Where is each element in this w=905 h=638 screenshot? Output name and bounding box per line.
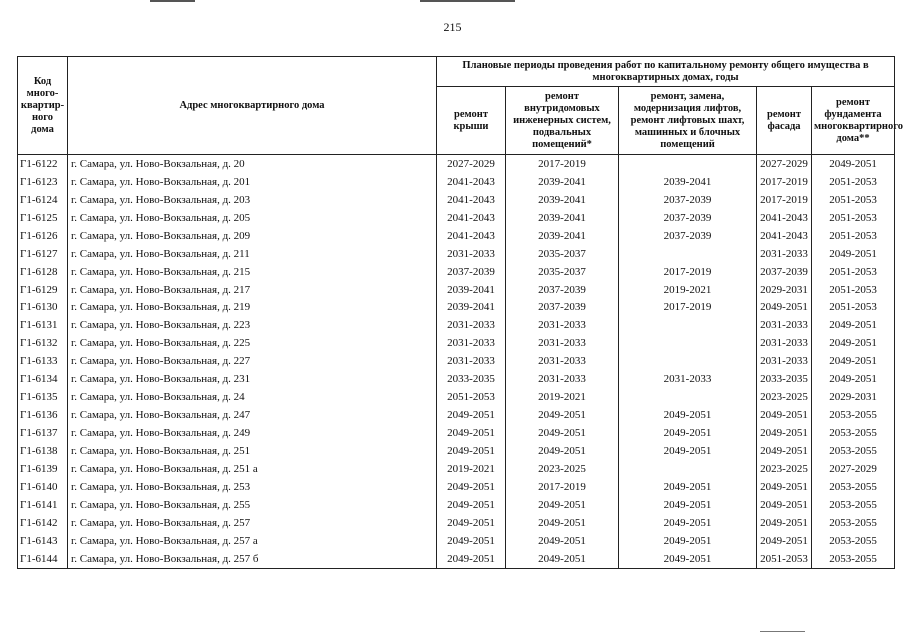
cell-systems: 2017-2019: [506, 478, 619, 496]
cell-address: г. Самара, ул. Ново-Вокзальная, д. 255: [68, 496, 437, 514]
cell-elevators: [619, 352, 757, 370]
cell-roof: 2037-2039: [437, 263, 506, 281]
cell-systems: 2049-2051: [506, 532, 619, 550]
cell-foundation: 2049-2051: [812, 352, 895, 370]
cell-facade: 2017-2019: [757, 173, 812, 191]
table-row: [18, 334, 895, 352]
cell-elevators: 2017-2019: [619, 263, 757, 281]
cell-code: Г1-6141: [18, 496, 68, 514]
cell-facade: 2029-2031: [757, 281, 812, 299]
cell-address: г. Самара, ул. Ново-Вокзальная, д. 209: [68, 227, 437, 245]
cell-foundation: 2053-2055: [812, 496, 895, 514]
table-row: [18, 550, 895, 568]
cell-elevators: 2049-2051: [619, 424, 757, 442]
cell-foundation: 2051-2053: [812, 173, 895, 191]
cell-code: Г1-6126: [18, 227, 68, 245]
cell-facade: 2049-2051: [757, 299, 812, 317]
cell-address: г. Самара, ул. Ново-Вокзальная, д. 24: [68, 388, 437, 406]
header-elevators: ремонт, замена, модернизация лифтов, ремонт лифтовых шахт, машинных и блочных помещений: [619, 87, 757, 155]
table-row: [18, 155, 895, 173]
cell-systems: 2037-2039: [506, 281, 619, 299]
cell-address: г. Самара, ул. Ново-Вокзальная, д. 251 а: [68, 460, 437, 478]
table-row: [18, 245, 895, 263]
cell-foundation: 2053-2055: [812, 478, 895, 496]
cell-systems: 2039-2041: [506, 209, 619, 227]
cell-code: Г1-6127: [18, 245, 68, 263]
header-foundation: ремонт фундамента многоквартирного дома**: [812, 87, 895, 155]
table-row: [18, 514, 895, 532]
cell-roof: 2049-2051: [437, 514, 506, 532]
cell-address: г. Самара, ул. Ново-Вокзальная, д. 257: [68, 514, 437, 532]
header-roof: ремонт крыши: [437, 87, 506, 155]
table-row: [18, 370, 895, 388]
header-systems: ремонт внутридомовых инженерных систем, подвальных помещений*: [506, 87, 619, 155]
table-row: [18, 191, 895, 209]
cell-foundation: 2051-2053: [812, 299, 895, 317]
cell-elevators: 2049-2051: [619, 550, 757, 568]
cell-roof: 2019-2021: [437, 460, 506, 478]
schedule-body: [18, 155, 895, 569]
table-row: [18, 442, 895, 460]
cell-elevators: [619, 155, 757, 173]
cell-elevators: [619, 245, 757, 263]
cell-foundation: 2049-2051: [812, 155, 895, 173]
cell-roof: 2041-2043: [437, 191, 506, 209]
cell-systems: 2039-2041: [506, 191, 619, 209]
cell-elevators: 2049-2051: [619, 532, 757, 550]
cell-foundation: 2027-2029: [812, 460, 895, 478]
cell-roof: 2049-2051: [437, 442, 506, 460]
cell-address: г. Самара, ул. Ново-Вокзальная, д. 249: [68, 424, 437, 442]
cell-code: Г1-6124: [18, 191, 68, 209]
cell-elevators: 2037-2039: [619, 209, 757, 227]
cell-systems: 2039-2041: [506, 227, 619, 245]
table-row: [18, 388, 895, 406]
cell-roof: 2041-2043: [437, 209, 506, 227]
cell-facade: 2031-2033: [757, 245, 812, 263]
cell-address: г. Самара, ул. Ново-Вокзальная, д. 219: [68, 299, 437, 317]
cell-code: Г1-6140: [18, 478, 68, 496]
cell-elevators: 2031-2033: [619, 370, 757, 388]
capital-repair-schedule-table: [17, 56, 903, 569]
cell-code: Г1-6130: [18, 299, 68, 317]
cell-foundation: 2049-2051: [812, 370, 895, 388]
cell-elevators: [619, 388, 757, 406]
cell-address: г. Самара, ул. Ново-Вокзальная, д. 253: [68, 478, 437, 496]
cell-foundation: 2053-2055: [812, 532, 895, 550]
header-address: Адрес многоквартирного дома: [68, 57, 437, 155]
cell-systems: 2031-2033: [506, 370, 619, 388]
header-code: Код много-квартир-ного дома: [18, 57, 68, 155]
cell-systems: 2017-2019: [506, 155, 619, 173]
cell-code: Г1-6143: [18, 532, 68, 550]
cell-roof: 2049-2051: [437, 496, 506, 514]
table-row: [18, 460, 895, 478]
cell-address: г. Самара, ул. Ново-Вокзальная, д. 203: [68, 191, 437, 209]
cell-facade: 2049-2051: [757, 514, 812, 532]
cell-foundation: 2049-2051: [812, 245, 895, 263]
cell-roof: 2041-2043: [437, 173, 506, 191]
cell-code: Г1-6137: [18, 424, 68, 442]
cell-roof: 2049-2051: [437, 406, 506, 424]
cell-foundation: 2051-2053: [812, 263, 895, 281]
cell-address: г. Самара, ул. Ново-Вокзальная, д. 211: [68, 245, 437, 263]
cell-code: Г1-6132: [18, 334, 68, 352]
cell-facade: 2049-2051: [757, 478, 812, 496]
cell-foundation: 2053-2055: [812, 514, 895, 532]
cell-facade: 2031-2033: [757, 334, 812, 352]
cell-systems: 2049-2051: [506, 424, 619, 442]
cell-facade: 2017-2019: [757, 191, 812, 209]
cell-foundation: 2053-2055: [812, 550, 895, 568]
cell-code: Г1-6123: [18, 173, 68, 191]
cell-facade: 2041-2043: [757, 209, 812, 227]
cell-address: г. Самара, ул. Ново-Вокзальная, д. 257 а: [68, 532, 437, 550]
table-row: [18, 173, 895, 191]
cell-systems: 2049-2051: [506, 514, 619, 532]
cell-code: Г1-6144: [18, 550, 68, 568]
cell-elevators: 2037-2039: [619, 191, 757, 209]
cell-code: Г1-6131: [18, 316, 68, 334]
cell-systems: 2049-2051: [506, 442, 619, 460]
cell-code: Г1-6129: [18, 281, 68, 299]
cell-code: Г1-6139: [18, 460, 68, 478]
cell-elevators: [619, 316, 757, 334]
cell-roof: 2041-2043: [437, 227, 506, 245]
cell-facade: 2049-2051: [757, 406, 812, 424]
cell-elevators: 2049-2051: [619, 442, 757, 460]
cell-roof: 2051-2053: [437, 388, 506, 406]
cell-address: г. Самара, ул. Ново-Вокзальная, д. 231: [68, 370, 437, 388]
cell-elevators: 2049-2051: [619, 478, 757, 496]
cell-code: Г1-6125: [18, 209, 68, 227]
cell-systems: 2035-2037: [506, 263, 619, 281]
top-scan-rule-right: [420, 0, 515, 2]
cell-foundation: 2051-2053: [812, 281, 895, 299]
cell-roof: 2031-2033: [437, 334, 506, 352]
cell-address: г. Самара, ул. Ново-Вокзальная, д. 205: [68, 209, 437, 227]
header-facade: ремонт фасада: [757, 87, 812, 155]
cell-facade: 2023-2025: [757, 388, 812, 406]
cell-elevators: 2049-2051: [619, 406, 757, 424]
cell-address: г. Самара, ул. Ново-Вокзальная, д. 257 б: [68, 550, 437, 568]
cell-systems: 2031-2033: [506, 316, 619, 334]
cell-elevators: 2039-2041: [619, 173, 757, 191]
table-row: [18, 532, 895, 550]
cell-roof: 2039-2041: [437, 281, 506, 299]
cell-facade: 2049-2051: [757, 496, 812, 514]
bottom-scan-rule: [760, 631, 805, 632]
cell-address: г. Самара, ул. Ново-Вокзальная, д. 251: [68, 442, 437, 460]
cell-roof: 2049-2051: [437, 550, 506, 568]
cell-elevators: [619, 460, 757, 478]
cell-address: г. Самара, ул. Ново-Вокзальная, д. 201: [68, 173, 437, 191]
cell-address: г. Самара, ул. Ново-Вокзальная, д. 215: [68, 263, 437, 281]
cell-facade: 2049-2051: [757, 532, 812, 550]
cell-roof: 2039-2041: [437, 299, 506, 317]
table-row: [18, 316, 895, 334]
cell-facade: 2049-2051: [757, 424, 812, 442]
cell-address: г. Самара, ул. Ново-Вокзальная, д. 225: [68, 334, 437, 352]
cell-roof: 2049-2051: [437, 424, 506, 442]
top-scan-rule-left: [150, 0, 195, 2]
cell-address: г. Самара, ул. Ново-Вокзальная, д. 223: [68, 316, 437, 334]
cell-address: г. Самара, ул. Ново-Вокзальная, д. 217: [68, 281, 437, 299]
cell-systems: 2037-2039: [506, 299, 619, 317]
cell-systems: 2031-2033: [506, 352, 619, 370]
cell-code: Г1-6136: [18, 406, 68, 424]
cell-facade: 2031-2033: [757, 316, 812, 334]
cell-code: Г1-6134: [18, 370, 68, 388]
cell-facade: 2027-2029: [757, 155, 812, 173]
header-periods: Плановые периоды проведения работ по капитальному ремонту общего имущества в многоквартирных домах, годы: [437, 57, 895, 87]
cell-foundation: 2051-2053: [812, 209, 895, 227]
table-row: [18, 478, 895, 496]
cell-facade: 2051-2053: [757, 550, 812, 568]
cell-code: Г1-6142: [18, 514, 68, 532]
cell-systems: 2035-2037: [506, 245, 619, 263]
cell-code: Г1-6133: [18, 352, 68, 370]
cell-systems: 2031-2033: [506, 334, 619, 352]
table-row: [18, 424, 895, 442]
cell-elevators: 2017-2019: [619, 299, 757, 317]
cell-elevators: [619, 334, 757, 352]
table-row: [18, 227, 895, 245]
cell-address: г. Самара, ул. Ново-Вокзальная, д. 247: [68, 406, 437, 424]
cell-code: Г1-6128: [18, 263, 68, 281]
cell-systems: 2049-2051: [506, 550, 619, 568]
cell-roof: 2033-2035: [437, 370, 506, 388]
cell-foundation: 2049-2051: [812, 316, 895, 334]
table-row: [18, 406, 895, 424]
table-row: [18, 209, 895, 227]
table-row: [18, 352, 895, 370]
cell-roof: 2031-2033: [437, 352, 506, 370]
cell-facade: 2033-2035: [757, 370, 812, 388]
table-row: [18, 299, 895, 317]
cell-facade: 2041-2043: [757, 227, 812, 245]
cell-facade: 2031-2033: [757, 352, 812, 370]
cell-facade: 2023-2025: [757, 460, 812, 478]
cell-roof: 2031-2033: [437, 245, 506, 263]
cell-code: Г1-6135: [18, 388, 68, 406]
cell-foundation: 2051-2053: [812, 227, 895, 245]
cell-elevators: 2049-2051: [619, 514, 757, 532]
cell-systems: 2049-2051: [506, 406, 619, 424]
cell-roof: 2049-2051: [437, 478, 506, 496]
cell-foundation: 2051-2053: [812, 191, 895, 209]
cell-address: г. Самара, ул. Ново-Вокзальная, д. 227: [68, 352, 437, 370]
cell-code: Г1-6138: [18, 442, 68, 460]
cell-foundation: 2053-2055: [812, 442, 895, 460]
cell-systems: 2049-2051: [506, 496, 619, 514]
cell-foundation: 2029-2031: [812, 388, 895, 406]
cell-foundation: 2053-2055: [812, 424, 895, 442]
cell-code: Г1-6122: [18, 155, 68, 173]
cell-roof: 2027-2029: [437, 155, 506, 173]
table-row: [18, 263, 895, 281]
cell-elevators: 2037-2039: [619, 227, 757, 245]
cell-foundation: 2049-2051: [812, 334, 895, 352]
cell-systems: 2019-2021: [506, 388, 619, 406]
cell-roof: 2049-2051: [437, 532, 506, 550]
cell-elevators: 2019-2021: [619, 281, 757, 299]
cell-elevators: 2049-2051: [619, 496, 757, 514]
cell-systems: 2023-2025: [506, 460, 619, 478]
cell-roof: 2031-2033: [437, 316, 506, 334]
page-number: 215: [443, 20, 462, 34]
cell-facade: 2037-2039: [757, 263, 812, 281]
table-row: [18, 496, 895, 514]
cell-systems: 2039-2041: [506, 173, 619, 191]
cell-foundation: 2053-2055: [812, 406, 895, 424]
table-row: [18, 281, 895, 299]
cell-address: г. Самара, ул. Ново-Вокзальная, д. 20: [68, 155, 437, 173]
cell-facade: 2049-2051: [757, 442, 812, 460]
